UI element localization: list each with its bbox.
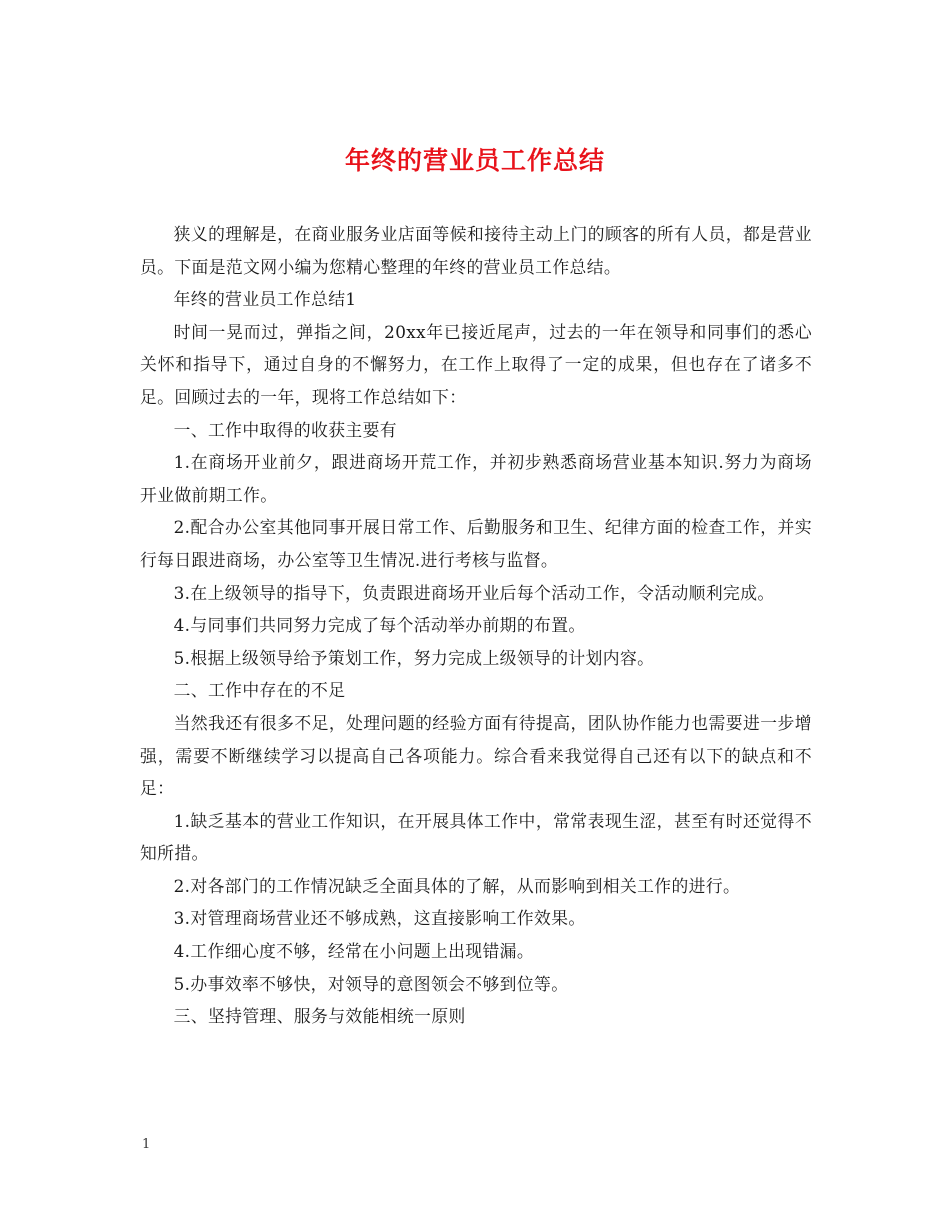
section-heading-shortcomings: 二、工作中存在的不足 xyxy=(173,680,346,701)
list-item: 3.对管理商场营业还不够成熟，这直接影响工作效果。 xyxy=(173,908,586,929)
document-title: 年终的营业员工作总结 xyxy=(344,146,605,175)
section-heading-achievements: 一、工作中取得的收获主要有 xyxy=(173,419,397,440)
list-item: 1.缺乏基本的营业工作知识，在开展具体工作中，常常表现生涩，甚至有时还觉得不知所措。 xyxy=(140,810,812,864)
list-item: 5.办事效率不够快，对领导的意图领会不够到位等。 xyxy=(173,973,569,994)
paragraph-intro: 狭义的理解是，在商业服务业店面等候和接待主动上门的顾客的所有人员，都是营业员。下面是范文网小编为您精心整理的年终的营业员工作总结。 xyxy=(140,224,812,277)
list-item: 5.根据上级领导给予策划工作，努力完成上级领导的计划内容。 xyxy=(173,647,655,668)
list-item: 3.在上级领导的指导下，负责跟进商场开业后每个活动工作，令活动顺利完成。 xyxy=(173,582,775,603)
list-item: 1.在商场开业前夕，跟进商场开荒工作，并初步熟悉商场营业基本知识.努力为商场开业做前期工作。 xyxy=(140,452,812,505)
list-item: 2.配合办公室其他同事开展日常工作、后勤服务和卫生、纪律方面的检查工作，并实行每日跟进商场，办公室等卫生情况.进行考核与监督。 xyxy=(140,517,812,570)
page-number: 1 xyxy=(142,1137,151,1152)
paragraph-overview: 时间一晃而过，弹指之间，20xx年已接近尾声，过去的一年在领导和同事们的悉心关怀和指导下，通过自身的不懈努力，在工作上取得了一定的成果，但也存在了诸多不足。回顾过去的一年，现将工作总结如下： xyxy=(140,321,812,407)
paragraph-shortcomings: 当然我还有很多不足，处理问题的经验方面有待提高，团队协作能力也需要进一步增强，需要不断继续学习以提高自己各项能力。综合看来我觉得自己还有以下的缺点和不足： xyxy=(140,712,812,799)
document-body xyxy=(140,218,812,1033)
list-item: 2.对各部门的工作情况缺乏全面具体的了解，从而影响到相关工作的进行。 xyxy=(173,875,741,896)
section-heading-principles: 三、坚持管理、服务与效能相统一原则 xyxy=(173,1006,466,1027)
list-item: 4.与同事们共同努力完成了每个活动举办前期的布置。 xyxy=(173,615,586,636)
paragraph-subtitle: 年终的营业员工作总结1 xyxy=(173,289,357,310)
list-item: 4.工作细心度不够，经常在小问题上出现错漏。 xyxy=(173,941,535,962)
